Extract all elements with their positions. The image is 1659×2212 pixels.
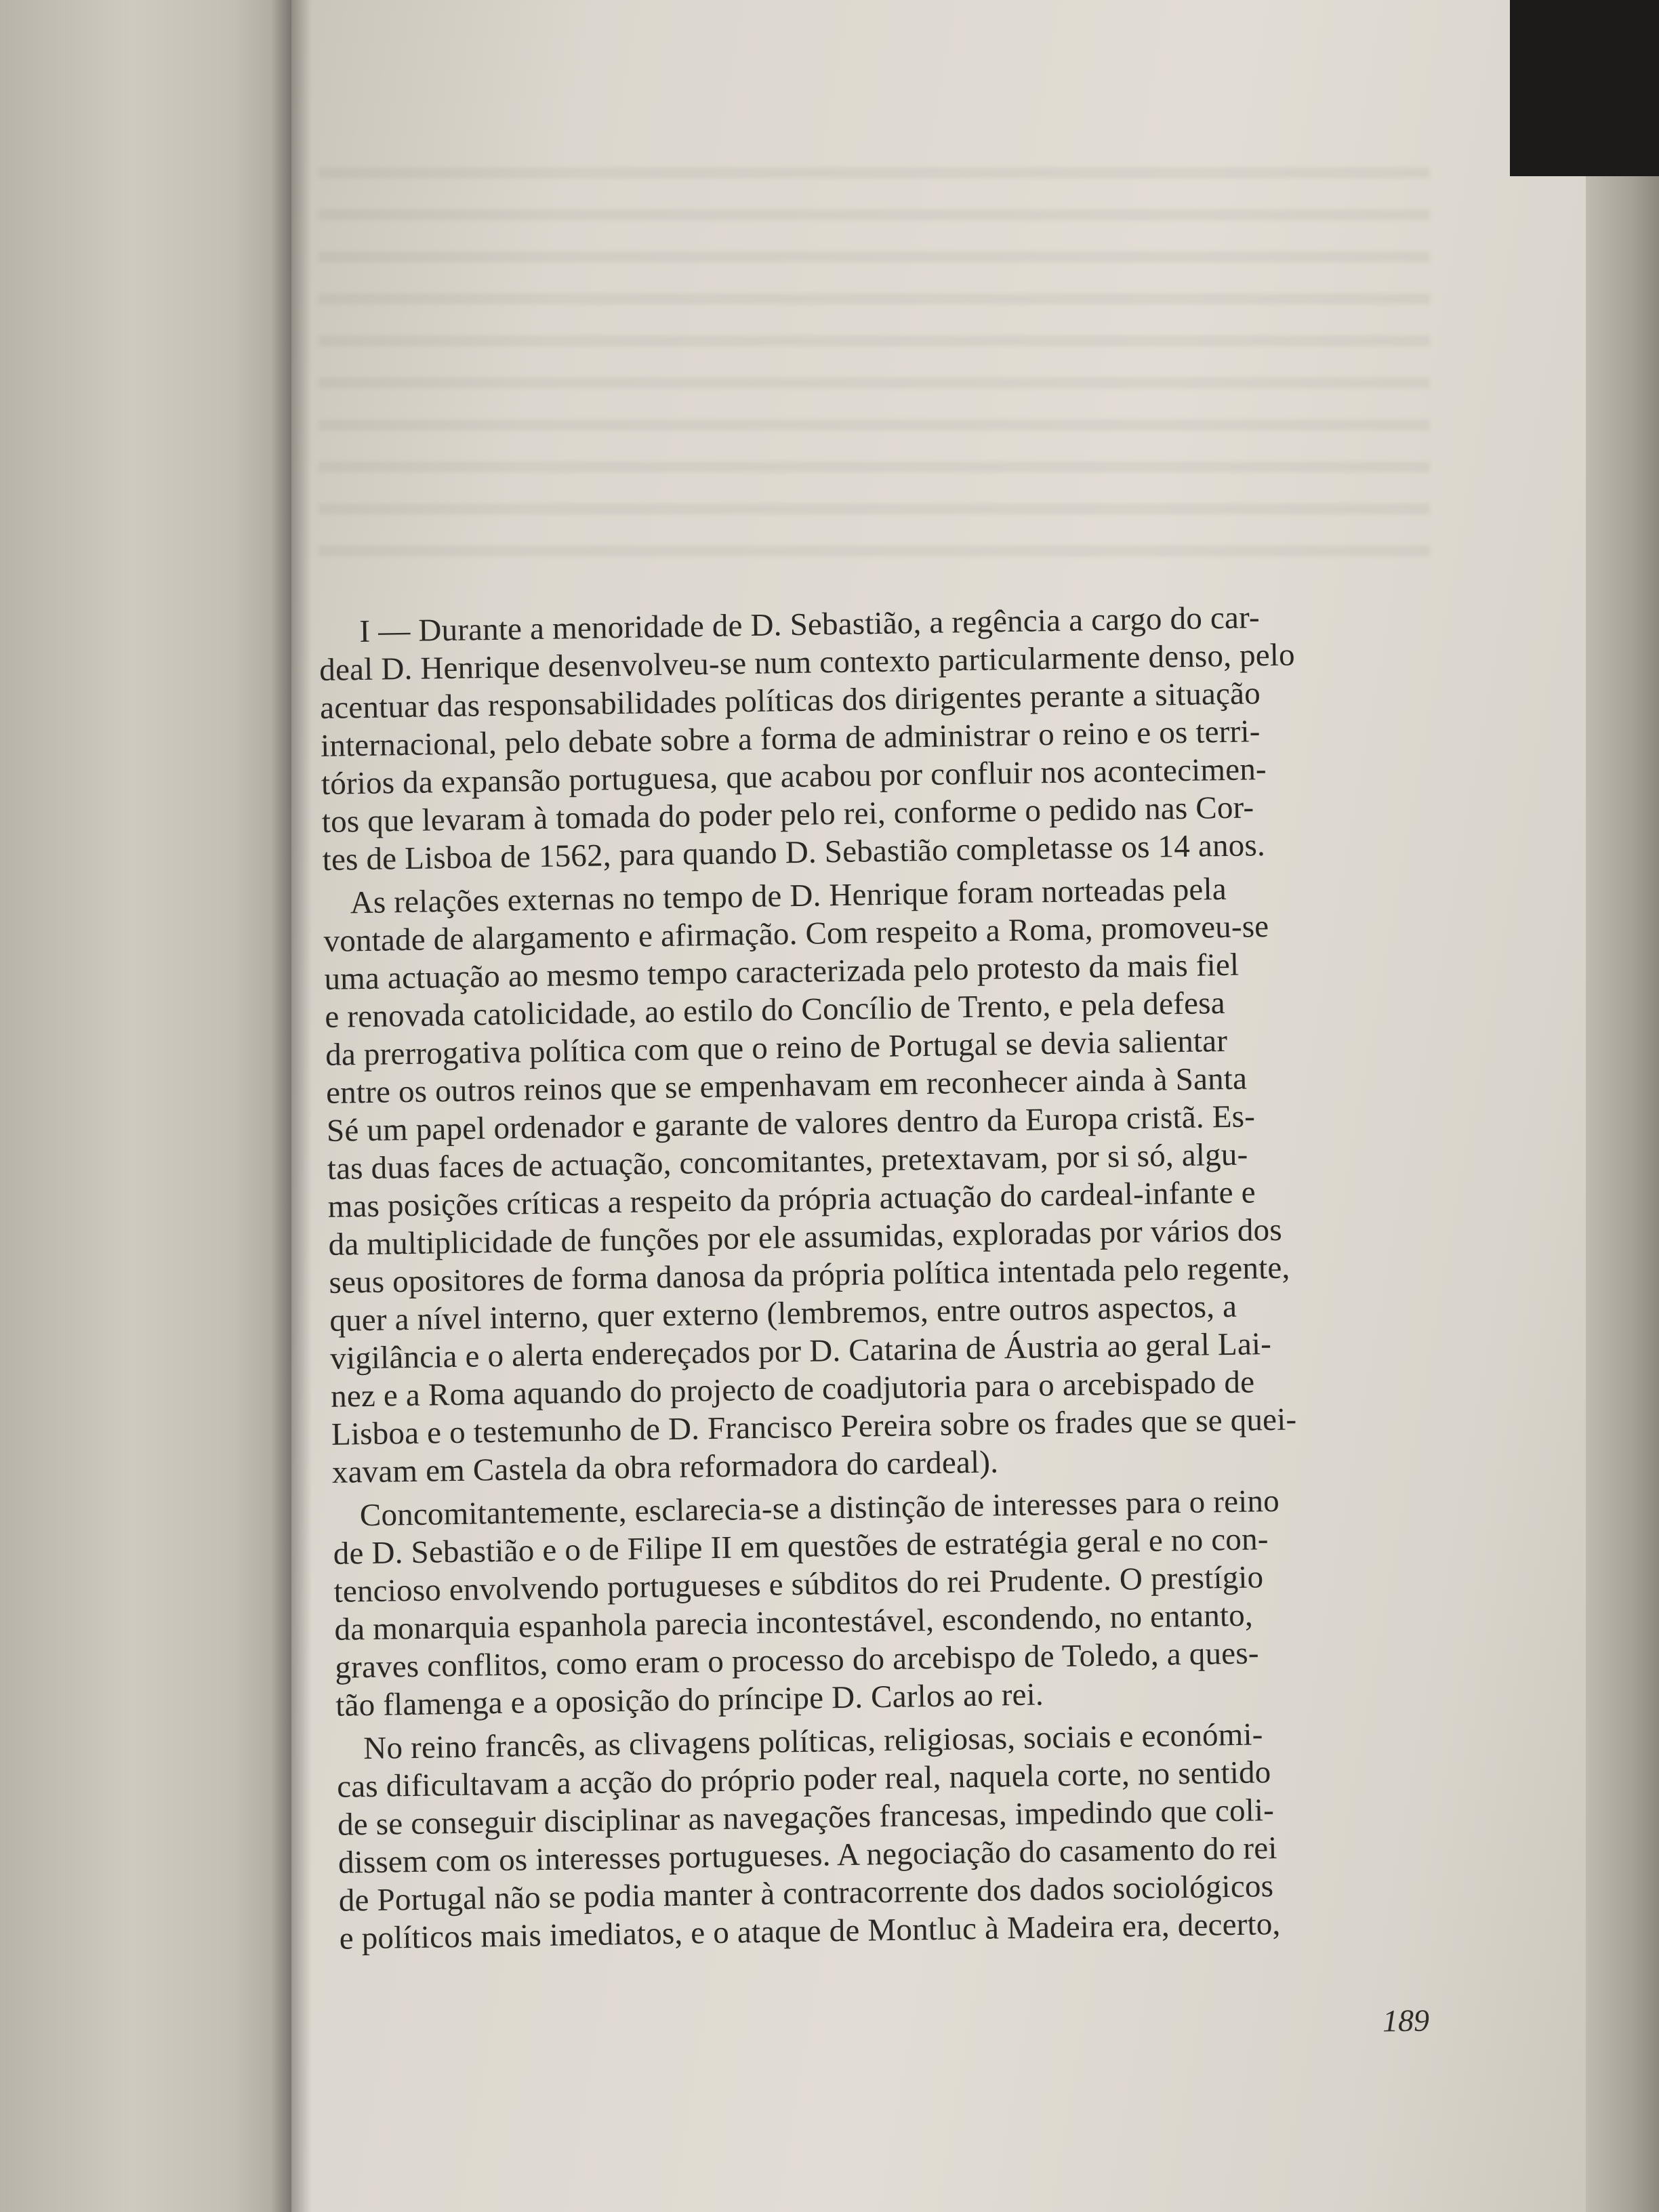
text-line: e renovada catolicidade, ao estilo do Concílio de Trento, e pela defesa xyxy=(324,985,1226,1035)
page-number: 189 xyxy=(1382,2003,1430,2039)
text-line: xavam em Castela da obra reformadora do cardeal). xyxy=(331,1444,999,1490)
text-line: tes de Lisboa de 1562, para quando D. Sebastião completasse os 14 anos. xyxy=(322,827,1266,878)
text-line: acentuar das responsabilidades políticas dos dirigentes perante a situação xyxy=(319,676,1261,726)
text-line: Sé um papel ordenador e garante de valores dentro da Europa cristã. Es- xyxy=(326,1099,1256,1149)
text-line: de D. Sebastião e o de Filipe II em questões de estratégia geral e no con- xyxy=(333,1521,1269,1572)
text-line: dissem com os interesses portugueses. A negociação do casamento do rei xyxy=(337,1830,1277,1881)
text-line: tão flamenga e a oposição do príncipe D. Carlos ao rei. xyxy=(335,1677,1044,1723)
book-gutter xyxy=(271,0,312,2212)
text-line: vontade de alargamento e afirmação. Com respeito a Roma, promoveu-se xyxy=(323,909,1269,959)
text-line: vigilância e o alerta endereçados por D. Catarina de Áustria ao geral Lai- xyxy=(329,1326,1272,1376)
text-line: cas dificultavam a acção do próprio poder real, naquela corte, no sentido xyxy=(336,1755,1271,1805)
text-line: entre os outros reinos que se empenhavam em reconhecer ainda à Santa xyxy=(325,1061,1248,1111)
text-line: No reino francês, as clivagens políticas, religiosas, sociais e económi- xyxy=(363,1717,1263,1767)
text-line: internacional, pelo debate sobre a forma de administrar o reino e os terri- xyxy=(320,714,1261,764)
text-line: As relações externas no tempo de D. Henrique foram norteadas pela xyxy=(350,872,1227,921)
facing-page xyxy=(0,0,291,2212)
text-line: Concomitantemente, esclarecia-se a distinção de interesses para o reino xyxy=(359,1483,1280,1534)
text-line: de Portugal não se podia manter à contracorrente dos dados sociológicos xyxy=(338,1868,1274,1919)
text-line: tas duas faces de actuação, concomitantes, pretextavam, por si só, algu- xyxy=(327,1136,1248,1187)
text-line: Lisboa e o testemunho de D. Francisco Pereira sobre os frades que se quei- xyxy=(331,1401,1297,1452)
page-edge-stack xyxy=(1586,102,1659,2212)
text-line: deal D. Henrique desenvolveu-se num contexto particularmente denso, pelo xyxy=(319,637,1296,688)
text-line: nez e a Roma aquando do projecto de coadjutoria para o arcebispado de xyxy=(330,1364,1255,1414)
text-line: I — Durante a menoridade de D. Sebastião, a regência a cargo do car- xyxy=(359,600,1261,650)
text-line: uma actuação ao mesmo tempo caracterizada pelo protesto da mais fiel xyxy=(324,947,1240,997)
dark-background-corner xyxy=(1510,0,1659,176)
text-line: mas posições críticas a respeito da própria actuação do cardeal-infante e xyxy=(327,1174,1256,1225)
text-line: tórios da expansão portuguesa, que acabou por confluir nos acontecimen- xyxy=(321,752,1267,802)
text-line: da multiplicidade de funções por ele assumidas, exploradas por vários dos xyxy=(328,1212,1283,1263)
text-line: da prerrogativa política com que o reino de Portugal se devia salientar xyxy=(325,1023,1228,1073)
text-line: da monarquia espanhola parecia incontestável, escondendo, no entanto, xyxy=(334,1597,1254,1647)
text-line: seus opositores de forma danosa da própria política intentada pelo regente, xyxy=(329,1250,1290,1300)
text-line: graves conflitos, como eram o processo do arcebispo de Toledo, a ques- xyxy=(335,1635,1259,1685)
text-line: de se conseguir disciplinar as navegações francesas, impedindo que coli- xyxy=(337,1793,1275,1843)
show-through-text xyxy=(319,142,1430,583)
body-text xyxy=(319,596,1451,1958)
text-line: quer a nível interno, quer externo (lembremos, entre outros aspectos, a xyxy=(329,1288,1237,1338)
text-line: tos que levaram à tomada do poder pelo rei, conforme o pedido nas Cor- xyxy=(321,790,1254,840)
text-line: e políticos mais imediatos, e o ataque de Montluc à Madeira era, decerto, xyxy=(339,1906,1281,1957)
text-line: tencioso envolvendo portugueses e súbditos do rei Prudente. O prestígio xyxy=(333,1559,1264,1610)
